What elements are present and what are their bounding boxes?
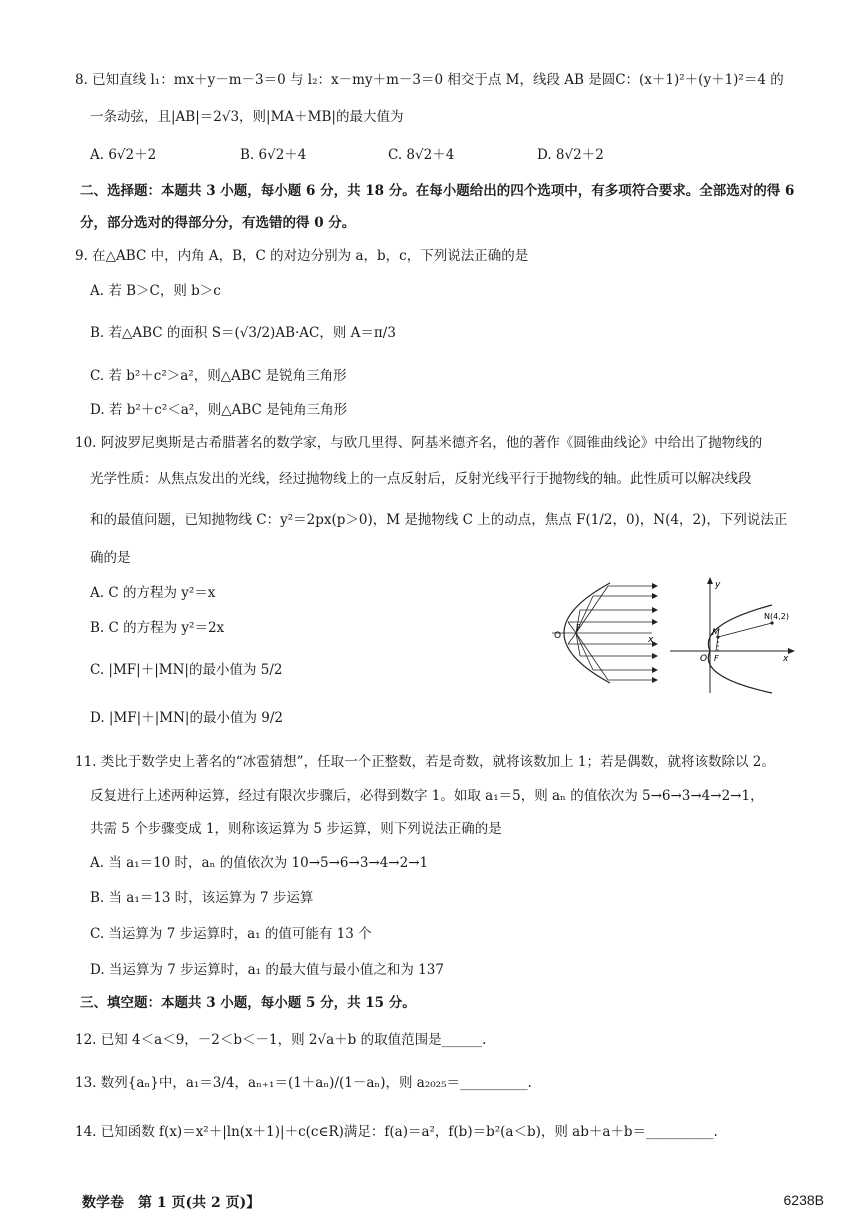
- q10-line1: 10. 阿波罗尼奥斯是古希腊著名的数学家，与欧几里得、阿基米德齐名，他的著作《圆锥曲线论》中给出了抛物线的: [75, 435, 763, 451]
- q14-stem: 14. 已知函数 f(x)＝x²＋|ln(x＋1)|＋c(c∈R)满足：f(a)＝a²，f(b)＝b²(a＜b)，则 ab＋a＋b＝__________.: [75, 1124, 718, 1140]
- q10-option-c: C. |MF|＋|MN|的最小值为 5/2: [90, 662, 283, 678]
- fig2-label-o: O: [700, 654, 708, 664]
- q8-line2: 一条动弦，且|AB|＝2√3，则|MA＋MB|的最大值为: [90, 109, 404, 125]
- parabola-coordinate-figure: [668, 575, 798, 695]
- q9-option-b: B. 若△ABC 的面积 S＝(√3/2)AB·AC，则 A＝π/3: [90, 325, 396, 341]
- fig2-label-y: y: [715, 580, 721, 590]
- fig1-label-o: O: [554, 631, 562, 641]
- q9-option-a: A. 若 B＞C，则 b＞c: [90, 283, 221, 299]
- fig2-label-m: M: [712, 628, 720, 638]
- q9-option-c: C. 若 b²＋c²＞a²，则△ABC 是锐角三角形: [90, 368, 347, 384]
- q11-line1: 11. 类比于数学史上著名的“冰雹猜想”，任取一个正整数，若是奇数，就将该数加上 1；若是偶数，就将该数除以 2。: [75, 754, 775, 770]
- footer-page-info: 数学卷 第 1 页(共 2 页)】: [82, 1195, 261, 1211]
- q10-line4: 确的是: [90, 550, 131, 566]
- section2-heading-line2: 分，部分选对的得部分分，有选错的得 0 分。: [80, 215, 356, 231]
- parabola-reflection-figure: [548, 578, 666, 688]
- q9-stem: 9. 在△ABC 中，内角 A，B，C 的对边分别为 a，b，c，下列说法正确的是: [75, 248, 529, 264]
- q11-line3: 共需 5 个步骤变成 1，则称该运算为 5 步运算，则下列说法正确的是: [90, 821, 502, 837]
- section2-heading-line1: 二、选择题：本题共 3 小题，每小题 6 分，共 18 分。在每小题给出的四个选项中，有多项符合要求。全部选对的得 6: [80, 183, 795, 199]
- q11-option-c: C. 当运算为 7 步运算时，a₁ 的值可能有 13 个: [90, 926, 372, 942]
- fig1-label-f: F: [576, 623, 581, 632]
- q8-line1: 8. 已知直线 l₁：mx＋y－m－3＝0 与 l₂：x－my＋m－3＝0 相交于点 M，线段 AB 是圆C：(x＋1)²＋(y＋1)²＝4 的: [75, 72, 784, 88]
- fig2-label-f: F: [714, 654, 719, 663]
- q12-stem: 12. 已知 4＜a＜9，－2＜b＜－1，则 2√a＋b 的取值范围是______.: [75, 1032, 487, 1048]
- section3-heading: 三、填空题：本题共 3 小题，每小题 5 分，共 15 分。: [80, 995, 416, 1011]
- q8-option-d: D. 8√2＋2: [537, 147, 604, 163]
- footer-paper-code: 6238B: [783, 1192, 824, 1208]
- q8-option-a: A. 6√2＋2: [90, 147, 157, 163]
- q10-option-b: B. C 的方程为 y²＝2x: [90, 620, 225, 636]
- q11-option-a: A. 当 a₁＝10 时，aₙ 的值依次为 10→5→6→3→4→2→1: [90, 855, 429, 871]
- q8-option-c: C. 8√2＋4: [388, 147, 455, 163]
- q10-line2: 光学性质：从焦点发出的光线，经过抛物线上的一点反射后，反射光线平行于抛物线的轴。此性质可以解决线段: [90, 471, 752, 487]
- q11-line2: 反复进行上述两种运算，经过有限次步骤后，必得到数字 1。如取 a₁＝5，则 aₙ 的值依次为 5→6→3→4→2→1，: [90, 788, 764, 804]
- q10-option-d: D. |MF|＋|MN|的最小值为 9/2: [90, 710, 283, 726]
- fig1-label-x: x: [648, 635, 654, 645]
- q10-option-a: A. C 的方程为 y²＝x: [90, 585, 216, 601]
- fig2-label-x: x: [783, 654, 789, 664]
- q11-option-b: B. 当 a₁＝13 时，该运算为 7 步运算: [90, 890, 314, 906]
- q13-stem: 13. 数列{aₙ}中，a₁＝3/4，aₙ₊₁＝(1＋aₙ)/(1－aₙ)，则 a₂₀₂₅＝__________.: [75, 1075, 532, 1091]
- q11-option-d: D. 当运算为 7 步运算时，a₁ 的最大值与最小值之和为 137: [90, 962, 444, 978]
- q9-option-d: D. 若 b²＋c²＜a²，则△ABC 是钝角三角形: [90, 402, 348, 418]
- fig2-label-n: N(4,2): [764, 612, 789, 621]
- q10-line3: 和的最值问题，已知抛物线 C：y²＝2px(p＞0)，M 是抛物线 C 上的动点，焦点 F(1/2，0)，N(4，2)，下列说法正: [90, 512, 788, 528]
- q8-option-b: B. 6√2＋4: [240, 147, 307, 163]
